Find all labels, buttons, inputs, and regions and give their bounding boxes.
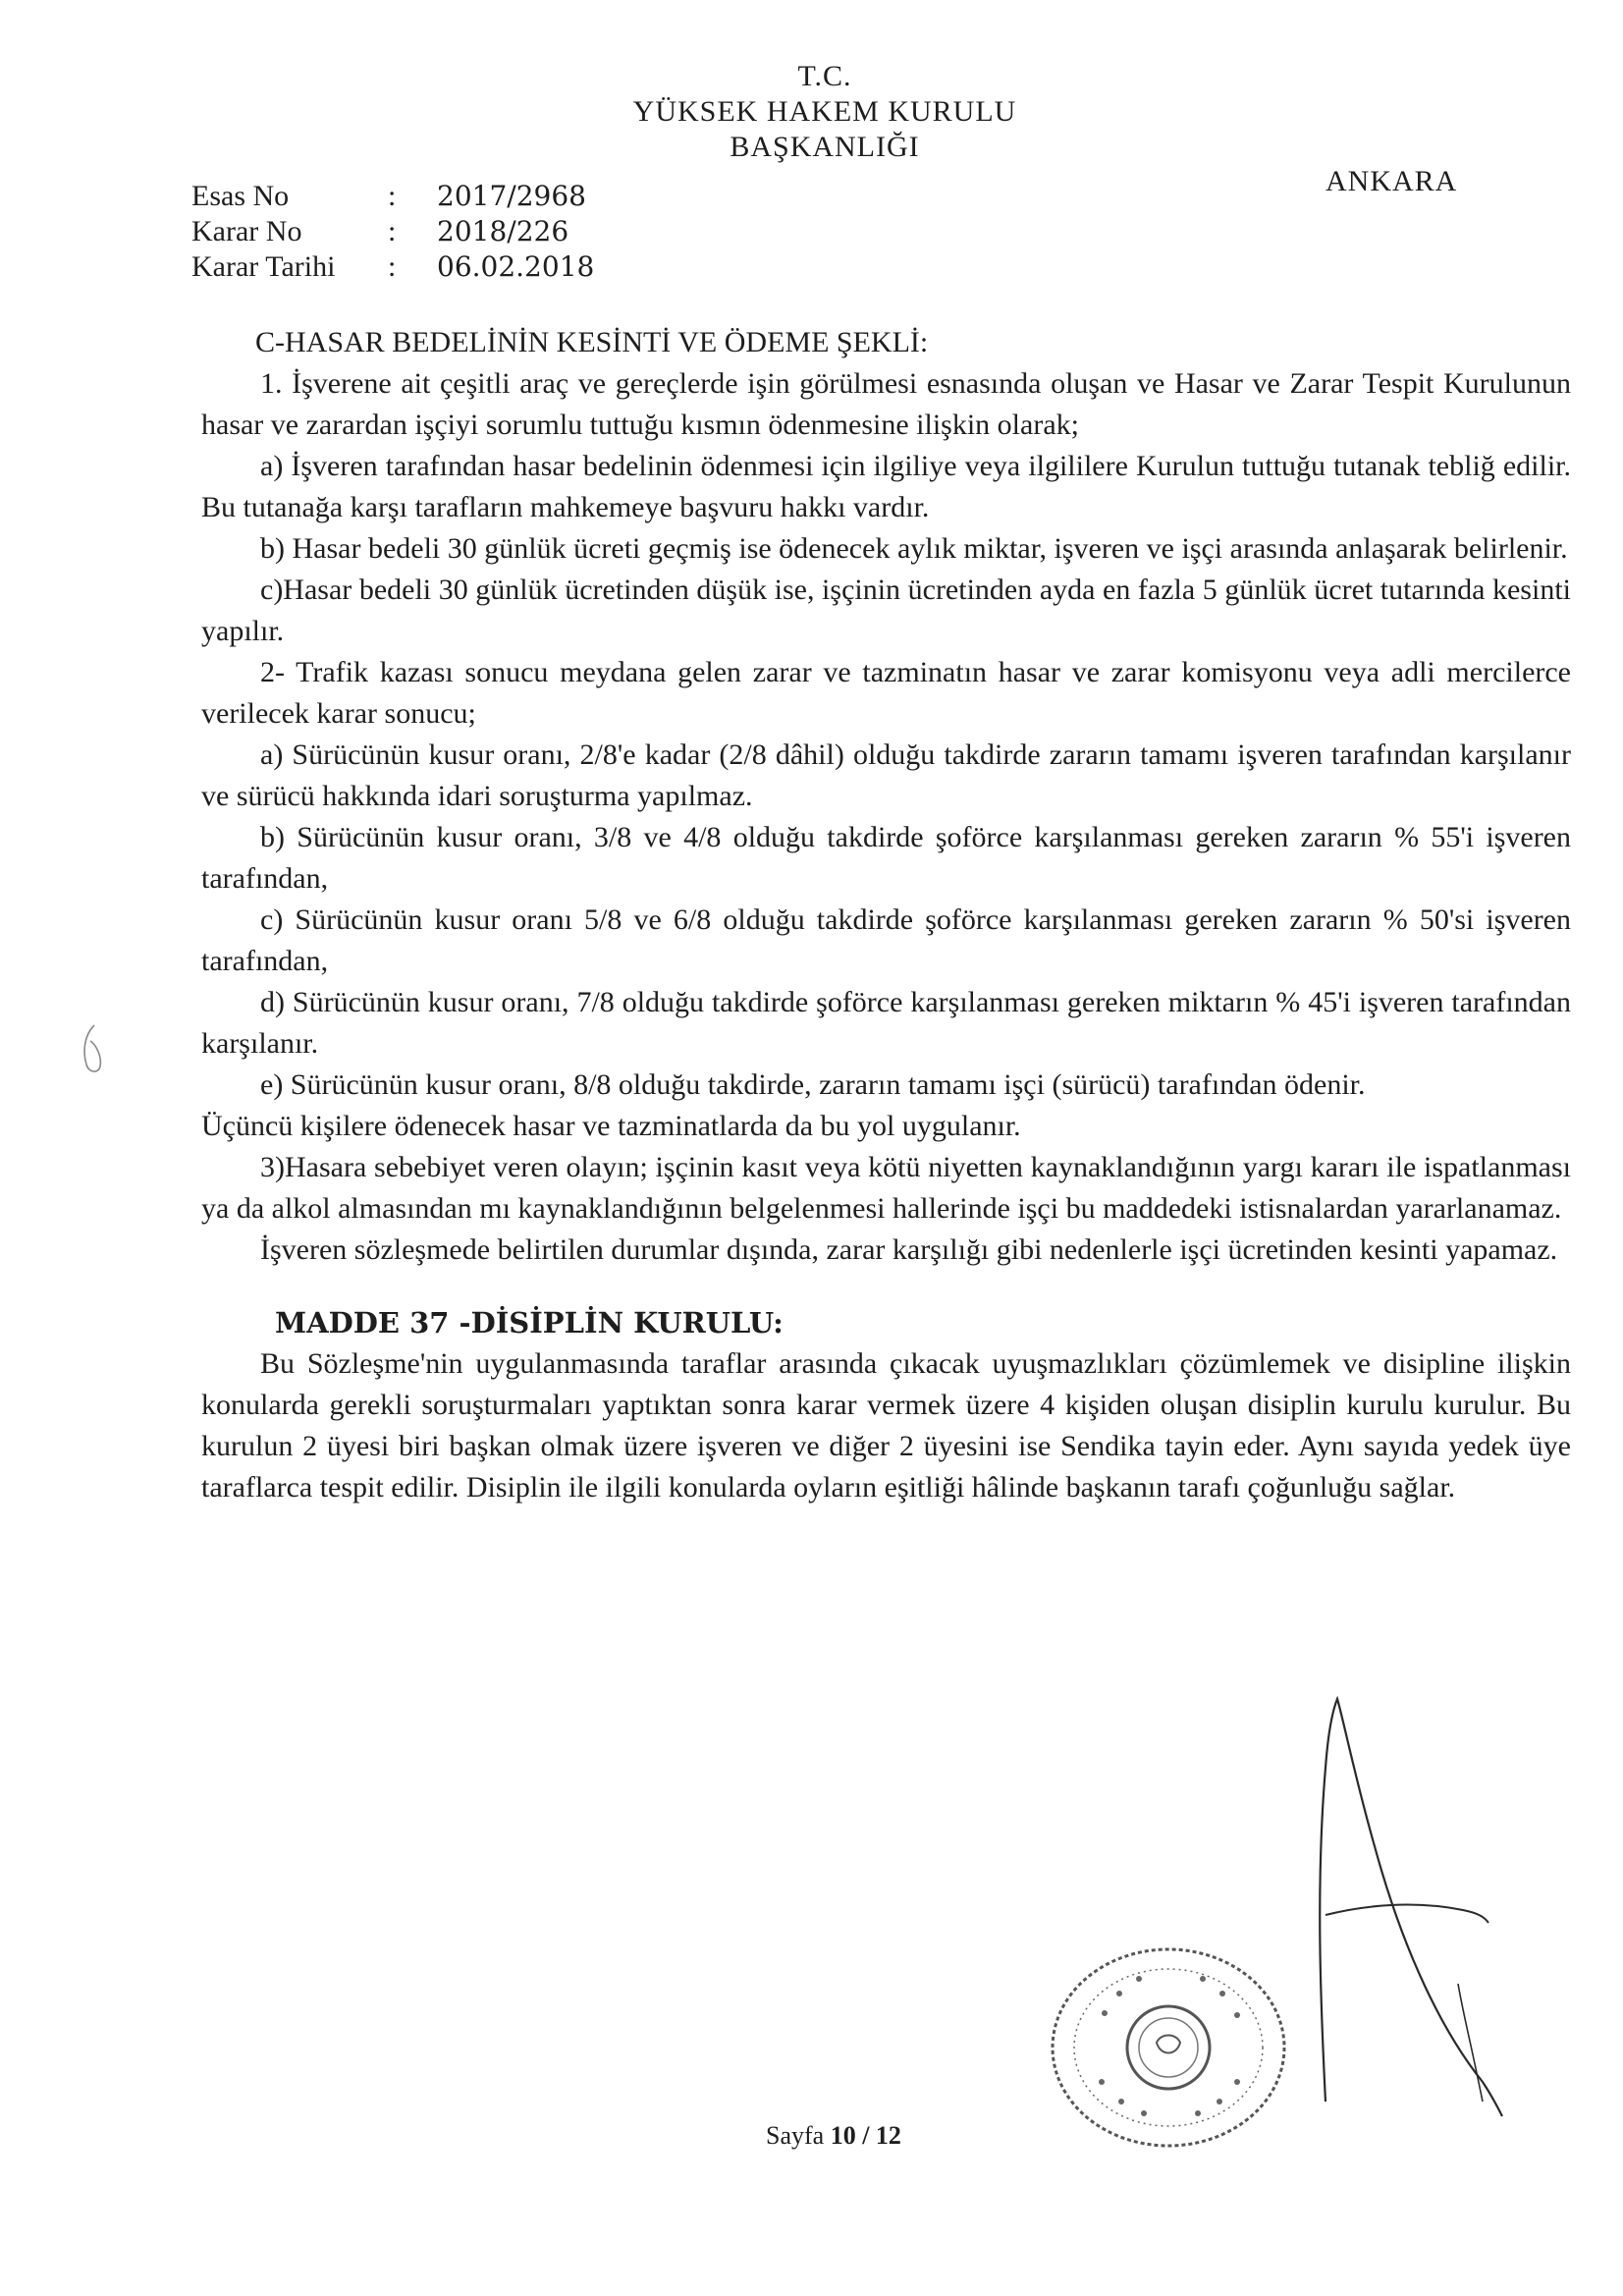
meta-value: 06.02.2018: [437, 250, 595, 283]
paragraph: İşveren sözleşmede belirtilen durumlar dışında, zarar karşılığı gibi nedenlerle işçi ücretinden kesinti yapamaz.: [260, 1233, 1558, 1266]
article-paragraph: Bu Sözleşme'nin uygulanmasında taraflar arasında çıkacak uyuşmazlıkları çözümlemek ve disipline ilişkin konularda gerekli soruşturmaları yaptıktan sonra karar vermek üzere 4 kişiden oluşan disiplin kurulu kurulur. Bu kurulun 2 üyesi biri başkan olmak üzere işveren ve diğer 2 üyesini ise Sendika tayin eder. Aynı sayıda yedek üye taraflarca tespit edilir. Disiplin ile ilgili konularda oyların eşitliği hâlinde başkanın tarafı çoğunluğu sağlar.: [201, 1347, 1571, 1503]
article-title: MADDE 37 -DİSİPLİN KURULU:: [275, 1306, 784, 1339]
paragraph: e) Sürücünün kusur oranı, 8/8 olduğu takdirde, zararın tamamı işçi (sürücü) tarafından ödenir.: [260, 1068, 1366, 1101]
paragraph: c)Hasar bedeli 30 günlük ücretinden düşük ise, işçinin ücretinden ayda en fazla 5 günlük ücret tutarında kesinti yapılır.: [201, 574, 1571, 647]
meta-colon: :: [388, 215, 397, 247]
city-label: ANKARA: [1325, 165, 1458, 197]
page-count: 10 / 12: [830, 2121, 901, 2150]
meta-row-karar: [191, 214, 594, 249]
meta-label: Karar Tarihi: [191, 250, 336, 283]
paragraph: c) Sürücünün kusur oranı 5/8 ve 6/8 olduğu takdirde şoförce karşılanması gereken zararın % 50'si işveren tarafından,: [201, 903, 1571, 977]
paragraph: d) Sürücünün kusur oranı, 7/8 olduğu takdirde şoförce karşılanması gereken miktarın % 45'i işveren tarafından karşılanır.: [201, 986, 1571, 1060]
meta-colon: :: [388, 180, 397, 212]
document-header: [550, 59, 1100, 165]
paragraph: Üçüncü kişilere ödenecek hasar ve tazminatlarda da bu yol uygulanır.: [201, 1110, 1021, 1142]
section-title: C-HASAR BEDELİNİN KESİNTİ VE ÖDEME ŞEKLİ:: [255, 326, 929, 358]
page-prefix: Sayfa: [766, 2121, 825, 2150]
paragraph: a) Sürücünün kusur oranı, 2/8'e kadar (2/8 dâhil) olduğu takdirde zararın tamamı işveren tarafından karşılanır ve sürücü hakkında idari soruşturma yapılmaz.: [201, 738, 1571, 812]
header-line-3: BAŞKANLIĞI: [730, 131, 920, 163]
document-body: [201, 322, 1571, 1508]
header-line-2: YÜKSEK HAKEM KURULU: [632, 95, 1017, 128]
signature-scribble: [1296, 1689, 1512, 2121]
meta-row-esas: [191, 179, 594, 214]
case-metadata: [191, 179, 594, 285]
meta-label: Esas No: [191, 180, 290, 212]
official-seal-stamp: [1041, 1935, 1296, 2160]
meta-colon: :: [388, 250, 397, 283]
paragraph: 3)Hasara sebebiyet veren olayın; işçinin kasıt veya kötü niyetten kaynaklandığının yargı kararı ile ispatlanması ya da alkol almasından mı kaynaklandığının belgelenmesi hallerinde işçi bu maddedeki istisnalardan yararlanamaz.: [201, 1151, 1571, 1225]
paragraph: b) Sürücünün kusur oranı, 3/8 ve 4/8 olduğu takdirde şoförce karşılanması gereken zararın % 55'i işveren tarafından,: [201, 821, 1571, 895]
paragraph: 1. İşverene ait çeşitli araç ve gereçlerde işin görülmesi esnasında oluşan ve Hasar ve Zarar Tespit Kurulunun hasar ve zarardan işçiyi sorumlu tuttuğu kısmın ödenmesine ilişkin olarak;: [201, 367, 1571, 441]
paragraph: b) Hasar bedeli 30 günlük ücreti geçmiş ise ödenecek aylık miktar, işveren ve işçi arasında anlaşarak belirlenir.: [260, 532, 1568, 565]
meta-value: 2017/2968: [437, 180, 586, 212]
paragraph: 2- Trafik kazası sonucu meydana gelen zarar ve tazminatın hasar ve zarar komisyonu veya adli mercilerce verilecek karar sonucu;: [201, 656, 1571, 730]
margin-mark: [77, 1021, 106, 1080]
meta-row-tarih: [191, 249, 594, 285]
page-number: [766, 2121, 901, 2151]
header-line-1: T.C.: [797, 60, 852, 92]
paragraph: a) İşveren tarafından hasar bedelinin ödenmesi için ilgiliye veya ilgililere Kurulun tuttuğu tutanak tebliğ edilir. Bu tutanağa karşı tarafların mahkemeye başvuru hakkı vardır.: [201, 450, 1571, 523]
meta-label: Karar No: [191, 215, 302, 247]
meta-value: 2018/226: [437, 215, 569, 247]
